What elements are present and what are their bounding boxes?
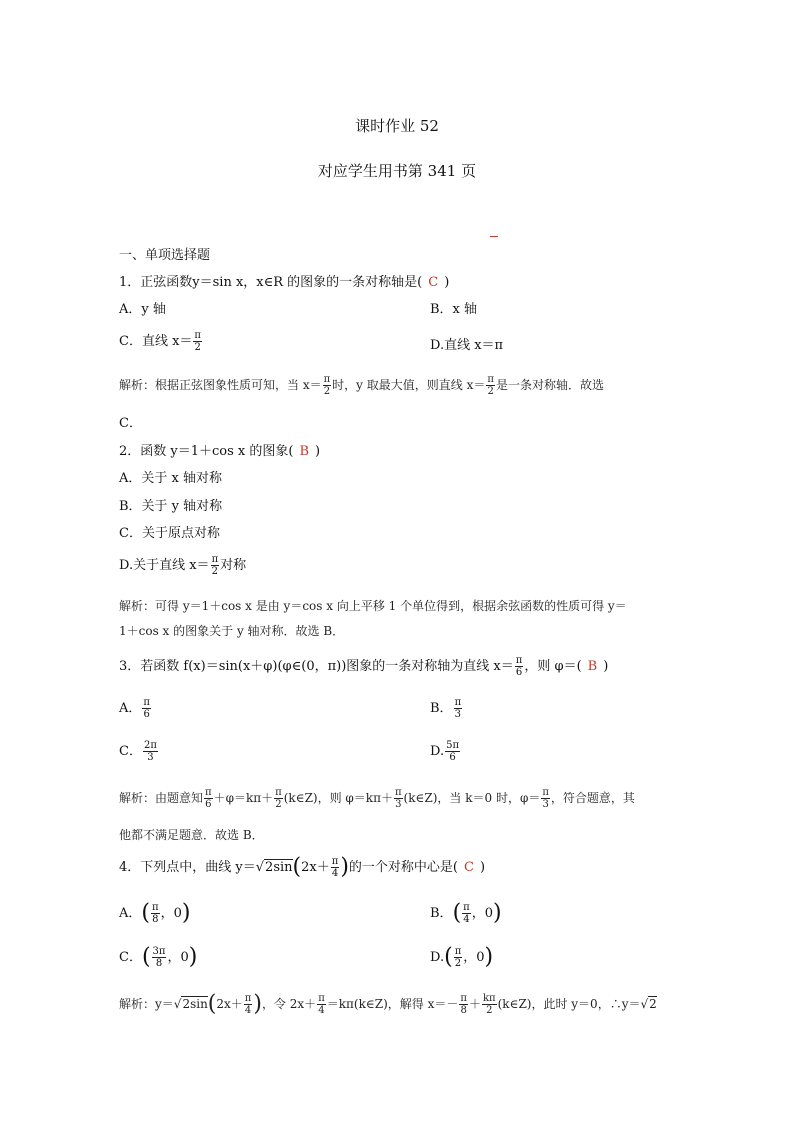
q4-option-a-tail: ，0 xyxy=(160,906,182,921)
q3-sol-frac-3 xyxy=(394,787,403,810)
left-paren: ( xyxy=(141,944,151,970)
q2-solution-line-2: 1＋cos x 的图象关于 y 轴对称．故选 B． xyxy=(119,624,345,638)
q4-option-d-tail: ，0 xyxy=(463,950,485,965)
q2-option-d-post: 对称 xyxy=(220,558,247,573)
q4-answer: C xyxy=(463,860,474,875)
q3-option-b-label: B． xyxy=(430,701,453,716)
q2-close: ) xyxy=(315,444,321,459)
left-paren: ( xyxy=(141,900,150,926)
frac-num: 3π xyxy=(152,946,166,957)
frac-num: π xyxy=(454,946,462,957)
frac-den: 3 xyxy=(395,799,402,810)
frac-den: 4 xyxy=(318,1005,325,1016)
q1-option-a: A．y 轴 xyxy=(119,302,166,317)
q3-sol-d: (k∈Z)，当 k＝0 时，φ＝ xyxy=(403,791,541,805)
q1-sol-c: 是一条对称轴．故选 xyxy=(495,378,604,392)
q1-option-b: B．x 轴 xyxy=(430,302,478,317)
q3-option-a-fraction xyxy=(142,697,151,720)
q3-sol-b: ＋φ＝kπ＋ xyxy=(213,791,274,805)
right-paren: ) xyxy=(340,854,349,880)
q1-sol-frac-1 xyxy=(323,374,332,397)
question-3 xyxy=(119,655,608,678)
q2-stem: 2．函数 y＝1＋cos x 的图象( xyxy=(119,444,294,459)
question-1 xyxy=(119,274,449,292)
q3-option-a-label: A． xyxy=(119,701,142,716)
q1-solution-line-2: C． xyxy=(119,416,142,431)
q2-option-d-fraction xyxy=(211,554,220,577)
q4-close: ) xyxy=(479,860,486,875)
frac-num: π xyxy=(151,902,159,913)
frac-den: 8 xyxy=(460,1005,467,1016)
q3-sol-c: (k∈Z)，则 φ＝kπ＋ xyxy=(283,791,393,805)
q3-option-d-label: D. xyxy=(430,744,445,759)
q3-solution-line-2: 他都不满足题意．故选 B． xyxy=(119,828,264,842)
q4-stem-b: 2sin xyxy=(265,860,293,875)
q2-solution-line-1: 解析：可得 y＝1＋cos x 是由 y＝cos x 向上平移 1 个单位得到，根据余弦函数的性质可得 y＝ xyxy=(119,599,627,613)
q2-option-d-pre: D.关于直线 x＝ xyxy=(119,558,210,573)
q4-sol-frac-4 xyxy=(482,993,497,1016)
q3-sol-frac-1 xyxy=(204,787,213,810)
frac-num: π xyxy=(454,697,462,708)
q2-answer: B xyxy=(299,444,310,459)
q4-option-c xyxy=(119,946,197,969)
q4-option-a-fraction xyxy=(151,902,160,925)
frac-den: 8 xyxy=(155,958,163,969)
q3-option-b xyxy=(430,697,463,720)
left-paren: ( xyxy=(444,944,453,970)
frac-den: 2 xyxy=(275,799,282,810)
page-title: 课时作业 52 xyxy=(355,117,439,135)
right-paren: ) xyxy=(188,944,198,970)
frac-den: 3 xyxy=(542,799,549,810)
q3-option-a xyxy=(119,697,152,720)
q4-stem-a: 4．下列点中，曲线 y＝ xyxy=(119,860,256,875)
q4-option-a xyxy=(119,902,190,925)
frac-den: 6 xyxy=(205,799,212,810)
q4-option-b-fraction xyxy=(462,902,471,925)
frac-num: π xyxy=(542,787,549,798)
q4-option-a-label: A． xyxy=(119,906,142,921)
q1-sol-a: 解析：根据正弦图象性质可知，当 x＝ xyxy=(119,378,322,392)
frac-num: π xyxy=(323,374,331,385)
q3-option-c-label: C． xyxy=(119,744,142,759)
frac-den: 2 xyxy=(486,1005,493,1016)
frac-num: π xyxy=(244,993,252,1004)
right-paren: ) xyxy=(253,991,262,1017)
sqrt-icon: √ xyxy=(640,997,649,1011)
section-heading: 一、单项选择题 xyxy=(119,248,211,263)
frac-den: 8 xyxy=(152,914,159,925)
question-2 xyxy=(119,443,320,461)
q4-sol-frac-3 xyxy=(459,993,468,1016)
q1-option-c xyxy=(119,330,203,353)
q4-sol-frac-2 xyxy=(317,993,326,1016)
q1-stem-a: 1．正弦函数 xyxy=(119,275,193,290)
q3-close: ) xyxy=(603,659,609,674)
sqrt-icon: √ xyxy=(255,860,265,875)
q4-stem-fraction xyxy=(331,856,340,879)
q3-stem-b: ，则 φ＝( xyxy=(524,659,582,674)
q3-stem-fraction xyxy=(515,655,524,678)
frac-den: 2 xyxy=(194,342,201,353)
q1-close: ) xyxy=(444,275,450,290)
q4-stem-c: 的一个对称中心是( xyxy=(348,860,458,875)
q4-sol-g: 2 xyxy=(649,997,657,1011)
q4-sol-e: ＋ xyxy=(468,997,481,1011)
q4-option-c-fraction xyxy=(152,946,167,969)
sqrt-icon: √ xyxy=(173,997,182,1011)
frac-den: 6 xyxy=(449,752,456,763)
q4-sol-inner: 2x＋ xyxy=(216,997,243,1011)
frac-num: π xyxy=(275,787,282,798)
question-4 xyxy=(119,856,485,879)
q4-option-b-tail: ，0 xyxy=(471,906,494,921)
left-paren: ( xyxy=(452,900,462,926)
frac-num: π xyxy=(143,697,150,708)
frac-den: 3 xyxy=(147,752,154,763)
right-paren: ) xyxy=(493,900,502,926)
q1-option-d: D.直线 x＝π xyxy=(430,338,504,353)
frac-den: 2 xyxy=(323,386,331,397)
q1-solution-line-1 xyxy=(119,374,604,397)
q3-sol-frac-2 xyxy=(274,787,283,810)
q4-sol-a: 解析：y＝ xyxy=(119,997,174,1011)
right-paren: ) xyxy=(484,944,494,970)
q4-sol-d: ＝kπ(k∈Z)，解得 x＝－ xyxy=(326,997,459,1011)
frac-num: π xyxy=(205,787,212,798)
frac-den: 4 xyxy=(244,1005,252,1016)
q4-option-d-label: D. xyxy=(430,950,445,965)
frac-num: kπ xyxy=(482,993,496,1004)
frac-num: 5π xyxy=(446,740,460,751)
q4-sol-f: (k∈Z)，此时 y＝0，∴y＝ xyxy=(497,997,641,1011)
q3-sol-a: 解析：由题意知 xyxy=(119,791,204,805)
left-paren: ( xyxy=(292,854,302,880)
q4-sol-frac-1 xyxy=(244,993,253,1016)
frac-num: 2π xyxy=(143,740,157,751)
frac-den: 2 xyxy=(211,566,219,577)
q3-sol-e: ，符合题意，其 xyxy=(550,791,635,805)
q4-inner-a: 2x＋ xyxy=(301,860,330,875)
frac-den: 4 xyxy=(331,868,339,879)
frac-den: 3 xyxy=(454,709,462,720)
q4-solution-line-1 xyxy=(119,993,657,1016)
q4-sol-b: 2sin xyxy=(182,997,208,1011)
q4-option-d-fraction xyxy=(454,946,463,969)
frac-num: π xyxy=(318,993,325,1004)
q4-option-b xyxy=(430,902,502,925)
q1-sol-b: 时，y 取最大值，则直线 x＝ xyxy=(332,378,486,392)
q2-option-b: B．关于 y 轴对称 xyxy=(119,499,223,514)
q4-option-b-label: B． xyxy=(430,906,453,921)
q1-option-c-fraction xyxy=(193,330,202,353)
q4-option-d xyxy=(430,946,493,969)
frac-num: π xyxy=(487,374,494,385)
frac-num: π xyxy=(194,330,201,341)
q3-option-d xyxy=(430,740,461,763)
frac-den: 2 xyxy=(487,386,494,397)
frac-num: π xyxy=(211,554,219,565)
q4-option-c-label: C． xyxy=(119,950,142,965)
q3-stem-a: 3．若函数 f(x)＝sin(x＋φ)(φ∈(0，π))图象的一条对称轴为直线 x＝ xyxy=(119,659,514,674)
q3-sol-frac-4 xyxy=(541,787,550,810)
q3-option-d-fraction xyxy=(445,740,460,763)
q3-option-c-fraction xyxy=(143,740,158,763)
q2-option-c: C．关于原点对称 xyxy=(119,526,220,541)
frac-num: π xyxy=(463,902,470,913)
q1-option-c-text: C．直线 x＝ xyxy=(119,334,193,349)
q3-option-c xyxy=(119,740,159,763)
frac-den: 6 xyxy=(515,667,523,678)
q3-option-b-fraction xyxy=(454,697,463,720)
red-dash-mark xyxy=(490,236,498,237)
frac-den: 4 xyxy=(463,914,470,925)
page-subtitle: 对应学生用书第 341 页 xyxy=(317,162,477,180)
q4-sol-c: ，令 2x＋ xyxy=(261,997,317,1011)
q3-answer: B xyxy=(587,659,598,674)
q2-option-d xyxy=(119,554,246,577)
q1-stem-b: y＝sin x，x∈R 的图象的一条对称轴是( xyxy=(192,275,423,290)
q4-option-c-tail: ，0 xyxy=(167,950,189,965)
left-paren: ( xyxy=(207,991,217,1017)
q1-answer: C xyxy=(428,275,439,290)
q3-solution-line-1 xyxy=(119,787,635,810)
frac-num: π xyxy=(394,787,402,798)
frac-num: π xyxy=(331,856,339,867)
frac-num: π xyxy=(515,655,523,666)
frac-num: π xyxy=(460,993,467,1004)
right-paren: ) xyxy=(181,900,191,926)
frac-den: 6 xyxy=(143,709,150,720)
q2-option-a: A．关于 x 轴对称 xyxy=(119,471,222,486)
frac-den: 2 xyxy=(454,958,462,969)
q1-sol-frac-2 xyxy=(486,374,495,397)
